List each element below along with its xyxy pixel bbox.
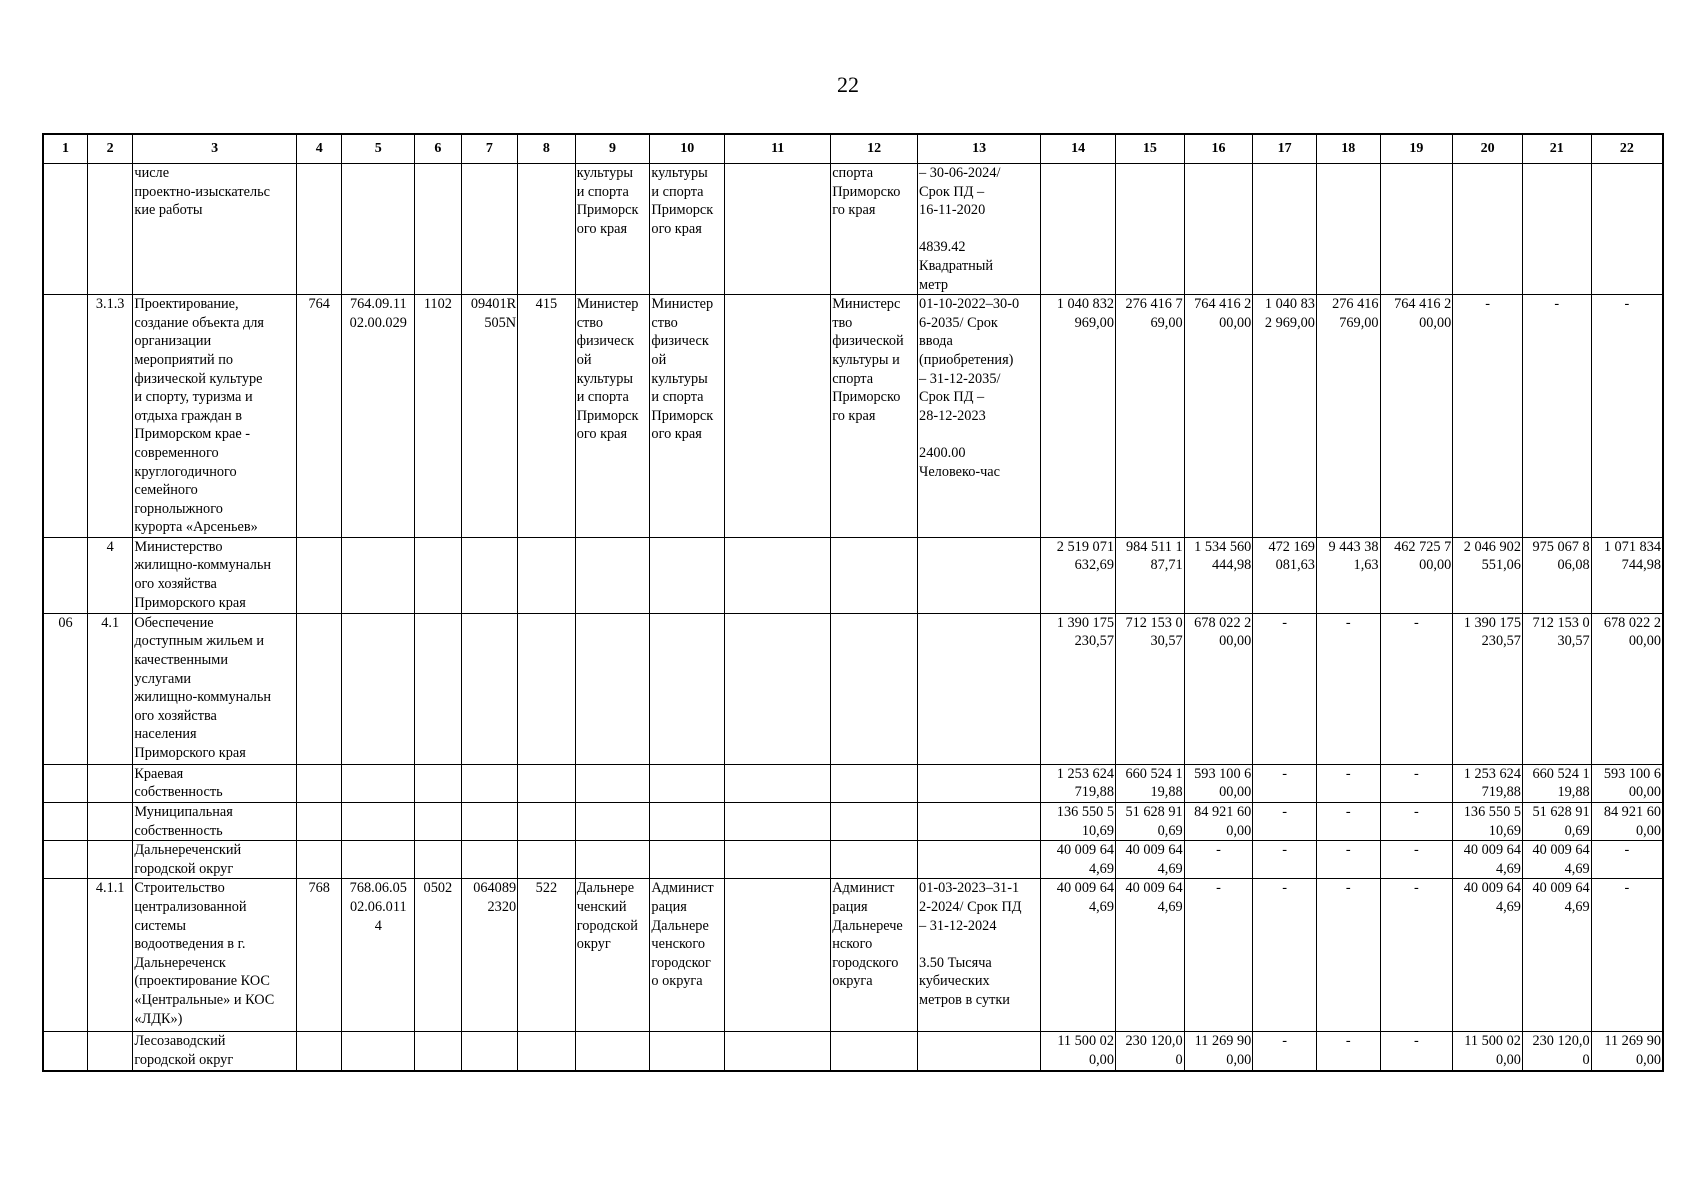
- table-cell-col-12: Министерс тво физической культуры и спорта Приморско го края: [831, 295, 918, 538]
- table-cell-col-16: [1184, 164, 1253, 295]
- table-cell-col-14: 136 550 5 10,69: [1041, 803, 1116, 841]
- table-cell-col-15: 40 009 64 4,69: [1115, 841, 1184, 879]
- table-cell-col-13: [918, 613, 1041, 764]
- table-cell-col-9: [575, 537, 650, 613]
- col-header: 4: [296, 134, 341, 164]
- col-header: 2: [87, 134, 132, 164]
- table-cell-col-1: [43, 879, 87, 1032]
- table-cell-col-18: -: [1316, 841, 1380, 879]
- table-cell-col-4: 768: [296, 879, 341, 1032]
- table-cell-col-16: 11 269 90 0,00: [1184, 1032, 1253, 1071]
- table-cell-col-1: [43, 164, 87, 295]
- table-cell-col-11: [725, 537, 831, 613]
- table-cell-col-5: [342, 803, 415, 841]
- table-cell-col-5: 768.06.05 02.06.011 4: [342, 879, 415, 1032]
- table-cell-col-2: [87, 764, 132, 802]
- table-cell-col-21: 712 153 0 30,57: [1522, 613, 1591, 764]
- table-cell-col-18: 276 416 769,00: [1316, 295, 1380, 538]
- table-cell-col-17: -: [1253, 803, 1317, 841]
- table-cell-col-16: 678 022 2 00,00: [1184, 613, 1253, 764]
- table-cell-col-13: [918, 803, 1041, 841]
- table-cell-col-1: [43, 764, 87, 802]
- table-cell-col-11: [725, 879, 831, 1032]
- table-cell-col-18: 9 443 38 1,63: [1316, 537, 1380, 613]
- table-cell-col-21: 230 120,0 0: [1522, 1032, 1591, 1071]
- table-cell-col-19: -: [1380, 613, 1453, 764]
- table-cell-col-8: [518, 764, 576, 802]
- table-cell-col-3: числе проектно-изыскательс кие работы: [133, 164, 297, 295]
- table-cell-col-5: [342, 841, 415, 879]
- table-cell-col-6: [415, 841, 461, 879]
- table-cell-col-3: Строительство централизованной системы водоотведения в г. Дальнереченск (проектирование КОС «Центральные» и КОС «ЛДК»): [133, 879, 297, 1032]
- table-cell-col-2: [87, 1032, 132, 1071]
- table-cell-col-1: [43, 803, 87, 841]
- table-cell-col-12: Админист рация Дальнерече нского городского округа: [831, 879, 918, 1032]
- table-cell-col-1: [43, 841, 87, 879]
- col-header: 5: [342, 134, 415, 164]
- col-header: 13: [918, 134, 1041, 164]
- table-cell-col-11: [725, 841, 831, 879]
- table-row: [43, 537, 1663, 613]
- budget-table: [42, 133, 1664, 1072]
- table-cell-col-2: [87, 164, 132, 295]
- col-header: 9: [575, 134, 650, 164]
- table-cell-col-4: [296, 537, 341, 613]
- table-cell-col-3: Обеспечение доступным жильем и качественными услугами жилищно-коммунальн ого хозяйства населения Приморского края: [133, 613, 297, 764]
- table-cell-col-22: 84 921 60 0,00: [1591, 803, 1663, 841]
- table-cell-col-3: Краевая собственность: [133, 764, 297, 802]
- table-row: [43, 803, 1663, 841]
- table-cell-col-19: -: [1380, 879, 1453, 1032]
- table-cell-col-8: [518, 613, 576, 764]
- table-cell-col-14: 2 519 071 632,69: [1041, 537, 1116, 613]
- header-row: [43, 134, 1663, 164]
- table-cell-col-3: Министерство жилищно-коммунальн ого хозяйства Приморского края: [133, 537, 297, 613]
- table-cell-col-5: [342, 537, 415, 613]
- table-row: [43, 613, 1663, 764]
- table-cell-col-18: [1316, 164, 1380, 295]
- table-cell-col-3: Дальнереченский городской округ: [133, 841, 297, 879]
- table-cell-col-21: 660 524 1 19,88: [1522, 764, 1591, 802]
- table-body: [43, 164, 1663, 1071]
- table-cell-col-6: [415, 164, 461, 295]
- table-cell-col-8: [518, 1032, 576, 1071]
- table-cell-col-15: 984 511 1 87,71: [1115, 537, 1184, 613]
- table-cell-col-9: [575, 613, 650, 764]
- col-header: 21: [1522, 134, 1591, 164]
- table-cell-col-4: 764: [296, 295, 341, 538]
- table-cell-col-9: [575, 841, 650, 879]
- table-cell-col-17: -: [1253, 613, 1317, 764]
- table-cell-col-14: 40 009 64 4,69: [1041, 879, 1116, 1032]
- table-cell-col-15: 276 416 7 69,00: [1115, 295, 1184, 538]
- table-cell-col-6: [415, 1032, 461, 1071]
- table-cell-col-10: [650, 1032, 725, 1071]
- table-row: [43, 841, 1663, 879]
- table-cell-col-2: 3.1.3: [87, 295, 132, 538]
- table-cell-col-4: [296, 803, 341, 841]
- table-cell-col-8: [518, 803, 576, 841]
- table-cell-col-17: [1253, 164, 1317, 295]
- table-cell-col-10: [650, 613, 725, 764]
- table-cell-col-22: -: [1591, 295, 1663, 538]
- table-cell-col-10: культуры и спорта Приморск ого края: [650, 164, 725, 295]
- table-cell-col-13: [918, 764, 1041, 802]
- table-cell-col-21: 975 067 8 06,08: [1522, 537, 1591, 613]
- table-cell-col-14: 11 500 02 0,00: [1041, 1032, 1116, 1071]
- table-cell-col-20: 40 009 64 4,69: [1453, 841, 1523, 879]
- table-cell-col-16: 84 921 60 0,00: [1184, 803, 1253, 841]
- table-cell-col-16: -: [1184, 879, 1253, 1032]
- table-cell-col-19: [1380, 164, 1453, 295]
- table-cell-col-22: [1591, 164, 1663, 295]
- table-cell-col-1: [43, 537, 87, 613]
- table-cell-col-18: -: [1316, 879, 1380, 1032]
- table-cell-col-8: 415: [518, 295, 576, 538]
- table-cell-col-19: 764 416 2 00,00: [1380, 295, 1453, 538]
- col-header: 14: [1041, 134, 1116, 164]
- table-cell-col-13: [918, 841, 1041, 879]
- table-cell-col-14: [1041, 164, 1116, 295]
- table-cell-col-15: 230 120,0 0: [1115, 1032, 1184, 1071]
- table-cell-col-9: Дальнере ченский городской округ: [575, 879, 650, 1032]
- table-cell-col-6: 1102: [415, 295, 461, 538]
- page-number: 22: [837, 72, 859, 97]
- table-cell-col-18: -: [1316, 613, 1380, 764]
- table-cell-col-2: [87, 841, 132, 879]
- table-cell-col-20: [1453, 164, 1523, 295]
- table-cell-col-1: [43, 1032, 87, 1071]
- table-cell-col-16: 1 534 560 444,98: [1184, 537, 1253, 613]
- table-cell-col-1: [43, 295, 87, 538]
- table-row: [43, 295, 1663, 538]
- table-cell-col-13: – 30-06-2024/ Срок ПД – 16-11-2020 4839.42 Квадратный метр: [918, 164, 1041, 295]
- table-cell-col-15: 51 628 91 0,69: [1115, 803, 1184, 841]
- table-cell-col-1: 06: [43, 613, 87, 764]
- col-header: 10: [650, 134, 725, 164]
- table-cell-col-7: [461, 1032, 518, 1071]
- table-row: [43, 1032, 1663, 1071]
- table-cell-col-4: [296, 764, 341, 802]
- table-cell-col-11: [725, 1032, 831, 1071]
- table-cell-col-15: 712 153 0 30,57: [1115, 613, 1184, 764]
- table-cell-col-21: 40 009 64 4,69: [1522, 841, 1591, 879]
- table-cell-col-9: [575, 764, 650, 802]
- table-cell-col-15: 40 009 64 4,69: [1115, 879, 1184, 1032]
- table-cell-col-20: 11 500 02 0,00: [1453, 1032, 1523, 1071]
- table-cell-col-13: 01-10-2022–30-0 6-2035/ Срок ввода (приобретения) – 31-12-2035/ Срок ПД – 28-12-2023 2400.00 Человеко-час: [918, 295, 1041, 538]
- table-cell-col-14: 1 390 175 230,57: [1041, 613, 1116, 764]
- table-cell-col-2: 4.1: [87, 613, 132, 764]
- table-cell-col-20: 2 046 902 551,06: [1453, 537, 1523, 613]
- col-header: 11: [725, 134, 831, 164]
- table-cell-col-12: [831, 841, 918, 879]
- table-cell-col-3: Проектирование, создание объекта для организации мероприятий по физической культуре и спорту, туризма и отдыха граждан в Приморском крае - современного круглогодичного семейного горнолыжного курорта «Арсеньев»: [133, 295, 297, 538]
- table-cell-col-19: -: [1380, 764, 1453, 802]
- table-cell-col-13: 01-03-2023–31-1 2-2024/ Срок ПД – 31-12-2024 3.50 Тысяча кубических метров в сутки: [918, 879, 1041, 1032]
- table-cell-col-17: 1 040 83 2 969,00: [1253, 295, 1317, 538]
- table-cell-col-19: 462 725 7 00,00: [1380, 537, 1453, 613]
- table-cell-col-7: 09401R 505N: [461, 295, 518, 538]
- table-cell-col-19: -: [1380, 803, 1453, 841]
- table-cell-col-20: -: [1453, 295, 1523, 538]
- table-cell-col-12: [831, 613, 918, 764]
- table-cell-col-19: -: [1380, 1032, 1453, 1071]
- table-cell-col-17: -: [1253, 764, 1317, 802]
- table-cell-col-22: -: [1591, 841, 1663, 879]
- table-cell-col-7: [461, 841, 518, 879]
- table-cell-col-10: [650, 764, 725, 802]
- table-row: [43, 764, 1663, 802]
- table-cell-col-21: -: [1522, 295, 1591, 538]
- table-cell-col-12: [831, 803, 918, 841]
- table-cell-col-13: [918, 1032, 1041, 1071]
- table-cell-col-7: [461, 613, 518, 764]
- table-cell-col-20: 1 390 175 230,57: [1453, 613, 1523, 764]
- table-cell-col-20: 40 009 64 4,69: [1453, 879, 1523, 1032]
- table-cell-col-5: [342, 764, 415, 802]
- col-header: 15: [1115, 134, 1184, 164]
- table-cell-col-16: 593 100 6 00,00: [1184, 764, 1253, 802]
- table-cell-col-7: [461, 164, 518, 295]
- table-cell-col-10: [650, 841, 725, 879]
- table-cell-col-7: [461, 764, 518, 802]
- table-cell-col-12: [831, 1032, 918, 1071]
- col-header: 17: [1253, 134, 1317, 164]
- table-cell-col-20: 136 550 5 10,69: [1453, 803, 1523, 841]
- table-cell-col-6: [415, 613, 461, 764]
- table-cell-col-11: [725, 295, 831, 538]
- table-cell-col-5: [342, 164, 415, 295]
- table-cell-col-10: Министер ство физическ ой культуры и спорта Приморск ого края: [650, 295, 725, 538]
- table-cell-col-11: [725, 613, 831, 764]
- table-cell-col-8: 522: [518, 879, 576, 1032]
- table-cell-col-4: [296, 1032, 341, 1071]
- table-cell-col-5: [342, 613, 415, 764]
- table-cell-col-3: Муниципальная собственность: [133, 803, 297, 841]
- table-cell-col-16: -: [1184, 841, 1253, 879]
- table-cell-col-22: 1 071 834 744,98: [1591, 537, 1663, 613]
- table-cell-col-21: 51 628 91 0,69: [1522, 803, 1591, 841]
- table-cell-col-10: [650, 537, 725, 613]
- table-row: [43, 164, 1663, 295]
- col-header: 3: [133, 134, 297, 164]
- col-header: 6: [415, 134, 461, 164]
- table-cell-col-8: [518, 841, 576, 879]
- table-cell-col-4: [296, 613, 341, 764]
- table-cell-col-15: 660 524 1 19,88: [1115, 764, 1184, 802]
- table-cell-col-13: [918, 537, 1041, 613]
- table-cell-col-22: 678 022 2 00,00: [1591, 613, 1663, 764]
- table-cell-col-11: [725, 803, 831, 841]
- table-cell-col-3: Лесозаводский городской округ: [133, 1032, 297, 1071]
- col-header: 22: [1591, 134, 1663, 164]
- table-cell-col-8: [518, 164, 576, 295]
- table-cell-col-5: 764.09.11 02.00.029: [342, 295, 415, 538]
- table-cell-col-22: 11 269 90 0,00: [1591, 1032, 1663, 1071]
- table-cell-col-6: [415, 764, 461, 802]
- table-cell-col-14: 40 009 64 4,69: [1041, 841, 1116, 879]
- table-cell-col-18: -: [1316, 803, 1380, 841]
- col-header: 16: [1184, 134, 1253, 164]
- table-cell-col-11: [725, 164, 831, 295]
- table-cell-col-14: 1 253 624 719,88: [1041, 764, 1116, 802]
- table-cell-col-5: [342, 1032, 415, 1071]
- col-header: 1: [43, 134, 87, 164]
- table-cell-col-10: [650, 803, 725, 841]
- table-cell-col-22: 593 100 6 00,00: [1591, 764, 1663, 802]
- table-cell-col-6: [415, 537, 461, 613]
- table-cell-col-17: 472 169 081,63: [1253, 537, 1317, 613]
- table-cell-col-4: [296, 164, 341, 295]
- table-cell-col-7: 064089 2320: [461, 879, 518, 1032]
- table-cell-col-21: [1522, 164, 1591, 295]
- table-cell-col-15: [1115, 164, 1184, 295]
- table-cell-col-2: 4: [87, 537, 132, 613]
- col-header: 8: [518, 134, 576, 164]
- table-cell-col-9: культуры и спорта Приморск ого края: [575, 164, 650, 295]
- col-header: 20: [1453, 134, 1523, 164]
- table-cell-col-9: [575, 1032, 650, 1071]
- table-cell-col-12: спорта Приморско го края: [831, 164, 918, 295]
- col-header: 18: [1316, 134, 1380, 164]
- table-cell-col-12: [831, 764, 918, 802]
- table-cell-col-18: -: [1316, 1032, 1380, 1071]
- table-cell-col-18: -: [1316, 764, 1380, 802]
- table-cell-col-7: [461, 537, 518, 613]
- table-cell-col-19: -: [1380, 841, 1453, 879]
- table-cell-col-11: [725, 764, 831, 802]
- table-cell-col-7: [461, 803, 518, 841]
- table-cell-col-20: 1 253 624 719,88: [1453, 764, 1523, 802]
- table-cell-col-17: -: [1253, 879, 1317, 1032]
- table-cell-col-17: -: [1253, 841, 1317, 879]
- table-cell-col-8: [518, 537, 576, 613]
- table-cell-col-10: Админист рация Дальнере ченского городског о округа: [650, 879, 725, 1032]
- table-cell-col-9: [575, 803, 650, 841]
- table-cell-col-6: 0502: [415, 879, 461, 1032]
- table-cell-col-2: [87, 803, 132, 841]
- table-cell-col-22: -: [1591, 879, 1663, 1032]
- table-cell-col-2: 4.1.1: [87, 879, 132, 1032]
- table-cell-col-16: 764 416 2 00,00: [1184, 295, 1253, 538]
- col-header: 7: [461, 134, 518, 164]
- table-cell-col-4: [296, 841, 341, 879]
- table-cell-col-6: [415, 803, 461, 841]
- col-header: 19: [1380, 134, 1453, 164]
- table-row: [43, 879, 1663, 1032]
- table-cell-col-12: [831, 537, 918, 613]
- table-cell-col-14: 1 040 832 969,00: [1041, 295, 1116, 538]
- table-cell-col-17: -: [1253, 1032, 1317, 1071]
- table-cell-col-21: 40 009 64 4,69: [1522, 879, 1591, 1032]
- table-cell-col-9: Министер ство физическ ой культуры и спорта Приморск ого края: [575, 295, 650, 538]
- col-header: 12: [831, 134, 918, 164]
